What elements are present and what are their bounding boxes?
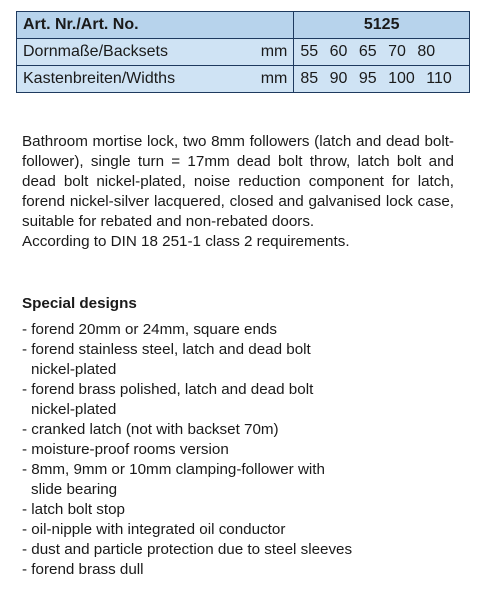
backsets-label: Dornmaße/Backsets: [23, 43, 168, 60]
width-value: 90: [329, 70, 348, 87]
list-item: - dust and particle protection due to steel sleeves: [22, 541, 353, 558]
backsets-unit: mm: [260, 43, 288, 60]
backsets-label-cell: [17, 39, 294, 66]
list-item: - forend brass polished, latch and dead bolt nickel-plated: [22, 381, 314, 418]
width-value: 85: [300, 70, 319, 87]
width-value: 100: [388, 70, 415, 87]
description-paragraph: Bathroom mortise lock, two 8mm followers (latch and dead bolt-follower), single turn = 17mm dead bolt throw, latch bolt and dead bolt nickel-plated, noise reduction component for latch, forend nickel-silver lacquered, closed and galvanised lock case, suitable for rebated and non-rebated doors.: [22, 133, 454, 230]
widths-label: Kastenbreiten/Widths: [23, 70, 176, 87]
special-designs-list: [22, 320, 462, 580]
list-item: - latch bolt stop: [22, 501, 125, 518]
backset-value: 65: [358, 43, 377, 60]
list-item: - forend 20mm or 24mm, square ends: [22, 321, 277, 338]
widths-values: [294, 66, 470, 93]
spec-table: [16, 11, 470, 93]
backset-value: 60: [329, 43, 348, 60]
width-value: 95: [358, 70, 377, 87]
list-item: - 8mm, 9mm or 10mm clamping-follower with slide bearing: [22, 461, 325, 498]
backsets-row: [17, 39, 470, 66]
table-header-row: [17, 12, 470, 39]
product-description: [22, 132, 454, 252]
backset-value: 80: [417, 43, 436, 60]
list-item: - cranked latch (not with backset 70m): [22, 421, 279, 438]
article-number-value: 5125: [294, 12, 470, 39]
widths-row: [17, 66, 470, 93]
widths-unit: mm: [260, 70, 288, 87]
list-item: - moisture-proof rooms version: [22, 441, 229, 458]
backset-value: 55: [300, 43, 319, 60]
backsets-values: [294, 39, 470, 66]
list-item: - oil-nipple with integrated oil conductor: [22, 521, 286, 538]
widths-label-cell: [17, 66, 294, 93]
list-item: - forend brass dull: [22, 561, 144, 578]
backset-value: 70: [388, 43, 406, 60]
standard-compliance-text: According to DIN 18 251-1 class 2 requirements.: [22, 233, 350, 250]
special-designs-title: Special designs: [22, 295, 137, 312]
width-value: 110: [426, 70, 452, 87]
list-item: - forend stainless steel, latch and dead bolt nickel-plated: [22, 341, 311, 378]
article-number-label: Art. Nr./Art. No.: [17, 12, 294, 39]
